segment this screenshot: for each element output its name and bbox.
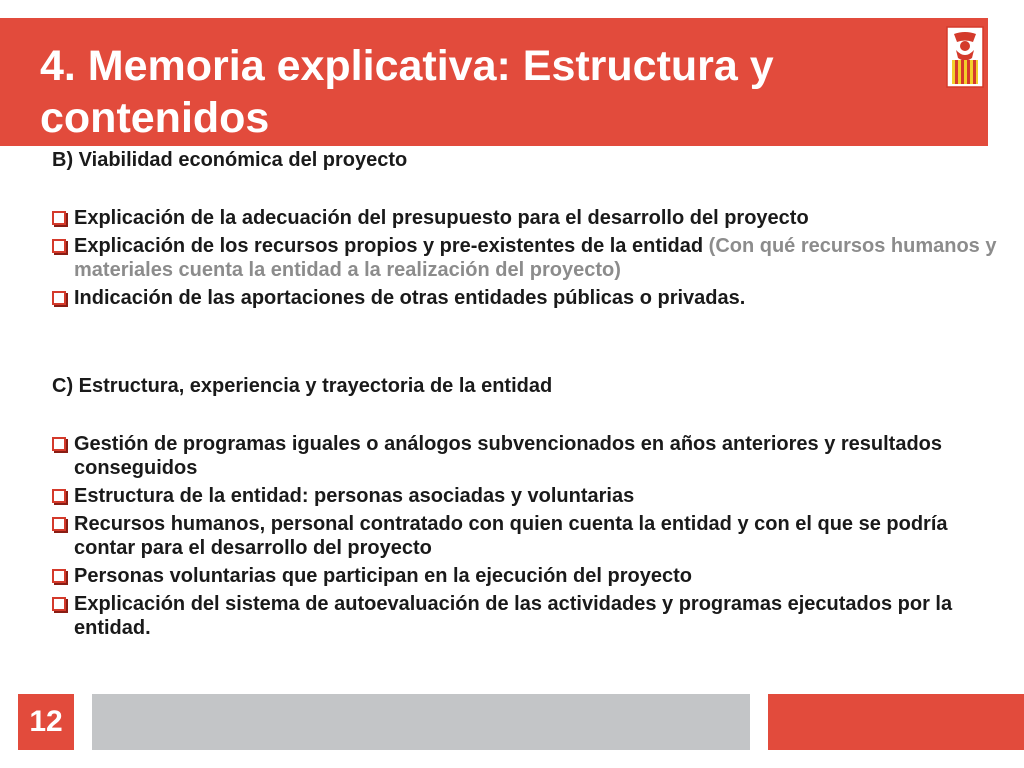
list-item-note: (Con qué recursos humanos y materiales cuenta la entidad a la realización del proyecto) — [74, 235, 997, 281]
list-item-text: Indicación de las aportaciones de otras entidades públicas o privadas. — [74, 287, 746, 309]
list-item-text: Explicación de los recursos propios y pre-existentes de la entidad — [74, 235, 709, 257]
page-number: 12 — [18, 694, 74, 750]
list-item — [52, 484, 1012, 508]
list-item — [52, 234, 1012, 282]
square-checkbox-icon — [52, 239, 66, 253]
square-checkbox-icon — [52, 569, 66, 583]
square-checkbox-icon — [52, 517, 66, 531]
title-bar — [0, 18, 988, 146]
square-checkbox-icon — [52, 489, 66, 503]
slide-title: 4. Memoria explicativa: Estructura y contenidos — [40, 42, 774, 142]
square-checkbox-icon — [52, 211, 66, 225]
list-item-text: Recursos humanos, personal contratado con quien cuenta la entidad y con el que se podría contar para el desarrollo del proyecto — [74, 513, 948, 559]
section-b-list — [52, 206, 1012, 314]
list-item-text: Gestión de programas iguales o análogos subvencionados en años anteriores y resultados conseguidos — [74, 433, 943, 479]
list-item-text: Explicación del sistema de autoevaluación de las actividades y programas ejecutados por la entidad. — [74, 593, 953, 639]
footer-red-bar — [768, 694, 1024, 750]
list-item-text: Personas voluntarias que participan en la ejecución del proyecto — [74, 565, 692, 587]
section-b-heading: B) Viabilidad económica del proyecto — [52, 149, 408, 171]
section-c-heading: C) Estructura, experiencia y trayectoria de la entidad — [52, 375, 553, 397]
list-item-text: Estructura de la entidad: personas asociadas y voluntarias — [74, 485, 635, 507]
square-checkbox-icon — [52, 597, 66, 611]
list-item — [52, 286, 1012, 310]
list-item — [52, 432, 1012, 480]
list-item-text: Explicación de la adecuación del presupuesto para el desarrollo del proyecto — [74, 207, 809, 229]
list-item — [52, 512, 1012, 560]
square-checkbox-icon — [52, 291, 66, 305]
footer-grey-bar — [92, 694, 750, 750]
list-item — [52, 592, 1012, 640]
list-item — [52, 564, 1012, 588]
section-c-list — [52, 432, 1012, 644]
list-item — [52, 206, 1012, 230]
generalitat-valenciana-logo-icon — [946, 26, 984, 88]
square-checkbox-icon — [52, 437, 66, 451]
